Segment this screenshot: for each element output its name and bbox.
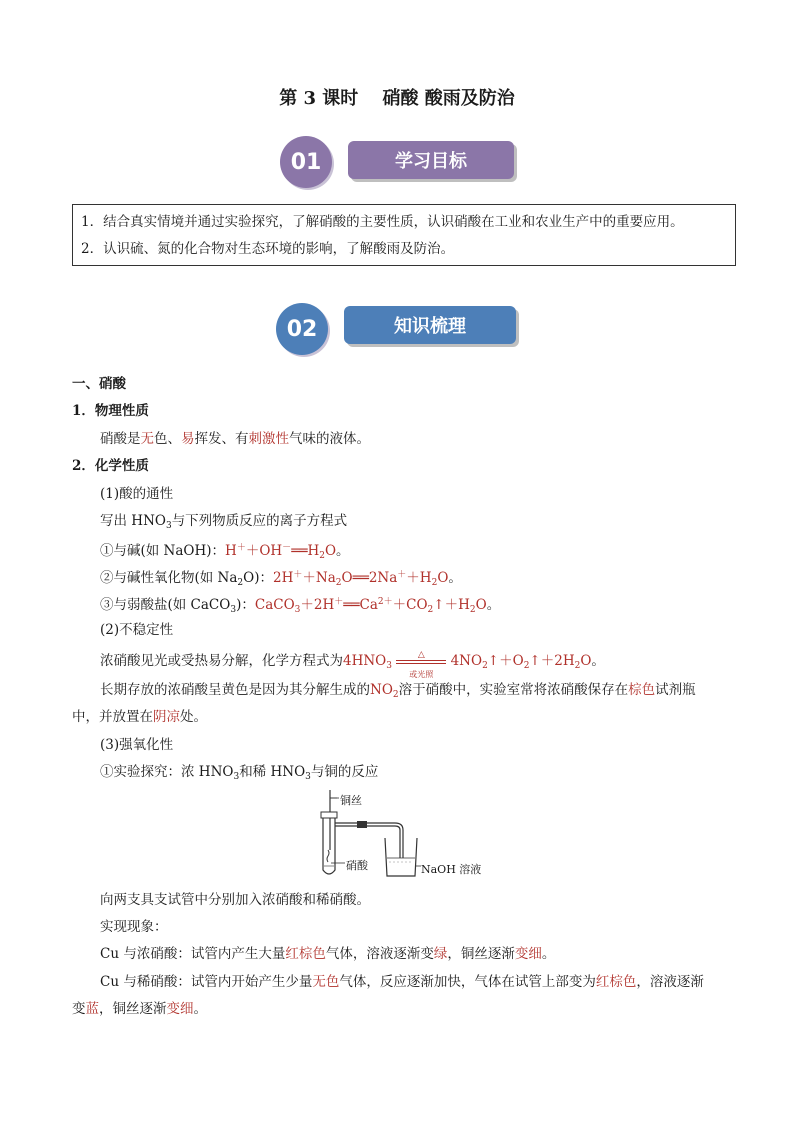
subheading-instability: (2)不稳定性 — [100, 622, 174, 638]
copper-coil — [327, 850, 329, 862]
physical-properties-text: 硝酸是无色、易挥发、有刺激性气味的液体。 — [100, 431, 370, 447]
equation-2: ②与碱性氧化物(如 $Na_2O$)：$2H^++Na_2O══2Na^++H_2O$。 — [100, 570, 462, 588]
phenomena-label: 实现现象： — [100, 919, 168, 935]
label-naoh-solution: NaOH 溶液 — [421, 863, 482, 876]
experiment-title: ①实验探究：浓 $HNO_3$和稀 $HNO_3$与铜的反应 — [100, 764, 379, 782]
dilute-reaction-text-line2: 变蓝，铜丝逐渐变细。 — [72, 1001, 207, 1017]
clamp — [357, 821, 367, 828]
heading-physical: 1．物理性质 — [72, 403, 149, 419]
heading-chemical: 2．化学性质 — [72, 458, 149, 474]
equation-3: ③与弱酸盐(如 CaCO$_3$)：$CaCO_3+2H^+══Ca^{2+}+CO_2↑+H_2O$。 — [100, 597, 501, 615]
section-label-badge: 知识梳理 — [344, 306, 516, 344]
decomposition-equation: 浓硝酸见光或受热易分解，化学方程式为$4HNO_3$ △ 或光照 $4NO_2↑+O_2↑+2H_2O$。 — [100, 649, 605, 679]
label-nitric-acid: 硝酸 — [346, 859, 368, 872]
heading-nitric-acid: 一、硝酸 — [72, 376, 126, 392]
test-tube — [323, 816, 335, 874]
equation-1: ①与碱(如 NaOH)：$H^++OH^-══H_2O$。 — [100, 543, 350, 561]
subheading-acid-general: (1)酸的通性 — [100, 486, 174, 502]
section-label-badge: 学习目标 — [348, 141, 514, 179]
acid-intro: 写出 $HNO_3$与下列物质反应的离子方程式 — [100, 513, 348, 531]
goal-item: 1．结合真实情境并通过实验探究，了解硝酸的主要性质，认识硝酸在工业和农业生产中的重要应用。 — [81, 214, 684, 230]
label-copper-wire: 铜丝 — [340, 794, 362, 807]
page-title: 第 3 课时 硝酸 酸雨及防治 — [279, 88, 515, 109]
storage-text-line2: 中，并放置在阴凉处。 — [72, 709, 207, 725]
subheading-oxidizing: (3)强氧化性 — [100, 737, 174, 753]
add-acids-text: 向两支具支试管中分别加入浓硝酸和稀硝酸。 — [100, 892, 370, 908]
dilute-reaction-text-line1: Cu 与稀硝酸：试管内开始产生少量无色气体，反应逐渐加快，气体在试管上部变为红棕色，溶液逐渐 — [100, 974, 704, 990]
beaker — [385, 838, 417, 876]
section-number-badge: 02 — [276, 303, 328, 355]
goal-item: 2．认识硫、氮的化合物对生态环境的影响，了解酸雨及防治。 — [81, 241, 455, 257]
storage-text-line1: 长期存放的浓硝酸呈黄色是因为其分解生成的$NO_2$溶于硝酸中，实验室常将浓硝酸保存在棕色试剂瓶 — [100, 682, 696, 700]
section-number-badge: 01 — [280, 136, 332, 188]
goals-box — [72, 204, 736, 266]
concentrated-reaction-text: Cu 与浓硝酸：试管内产生大量红棕色气体，溶液逐渐变绿，铜丝逐渐变细。 — [100, 946, 556, 962]
stopper — [321, 812, 337, 818]
